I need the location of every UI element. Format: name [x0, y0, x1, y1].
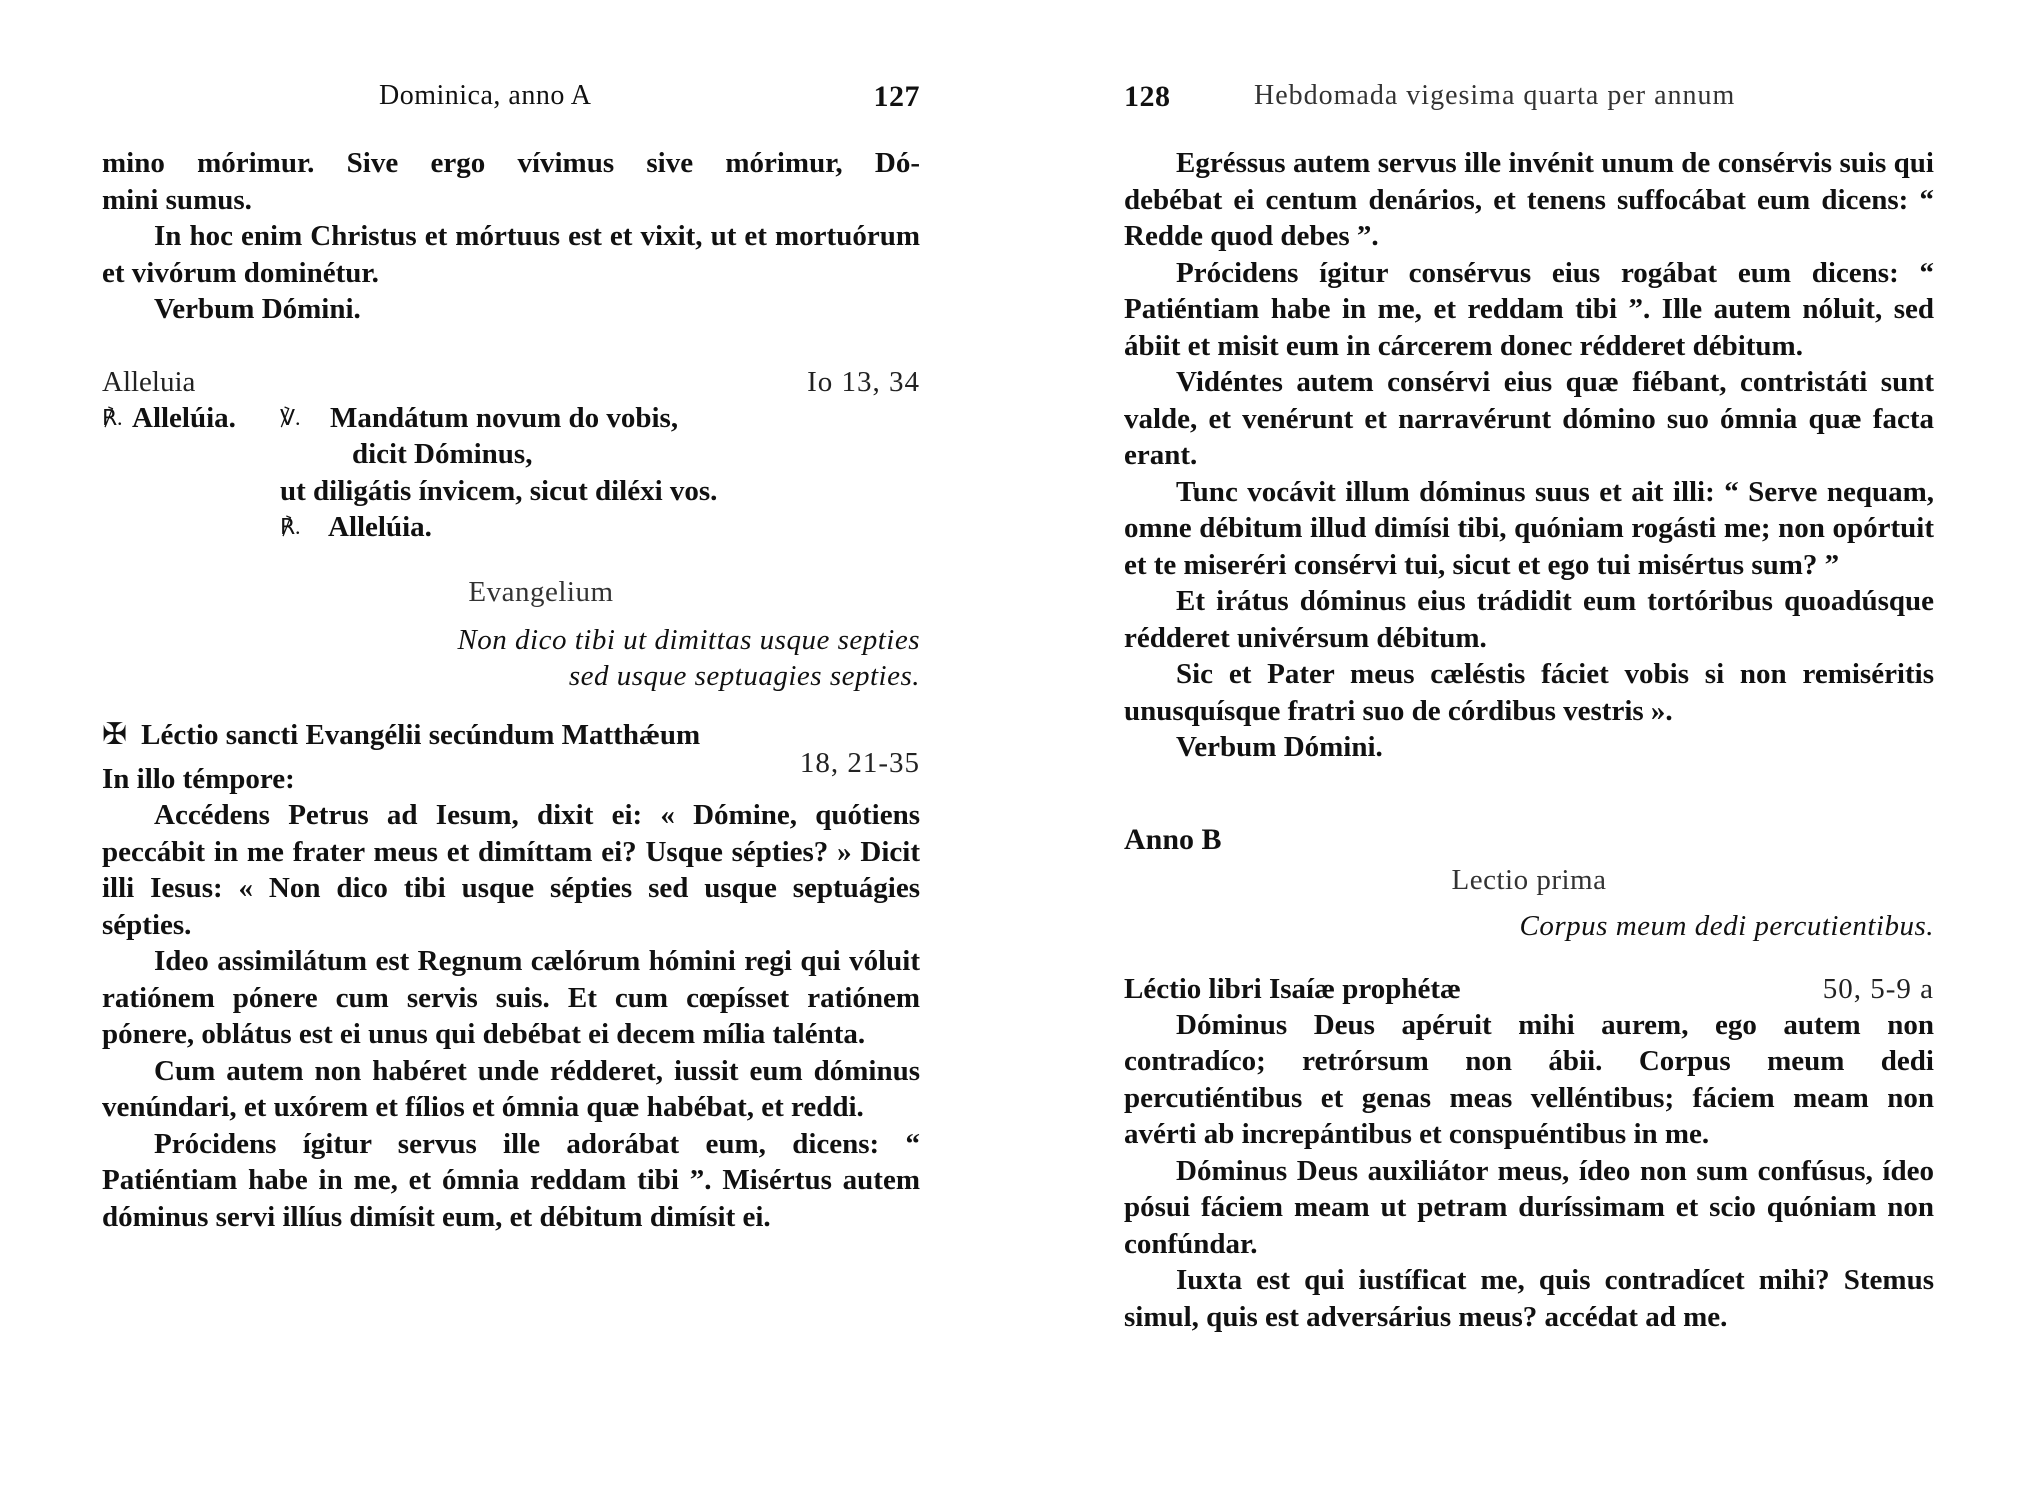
intro-line-2: mini sumus.	[102, 183, 252, 216]
right-running-head	[1124, 80, 1934, 120]
cross-icon: ✠	[102, 717, 128, 751]
anno-b-heading: Anno B	[1124, 822, 1222, 856]
evangelium-subtitle-1: Non dico tibi ut dimittas usque septies	[457, 623, 920, 656]
gospel-lectio-line	[102, 717, 920, 754]
verse-line-2: dicit Dóminus,	[352, 438, 533, 470]
gospel-continued-paragraph-6: Sic et Pater meus cæléstis fáciet vobis si non remiséritis unusquísque fratri suo de córdibus vestris ».	[1124, 658, 1934, 727]
lectio-prima-title: Lectio prima	[1451, 864, 1607, 896]
verse-line-1: Mandátum novum do vobis,	[330, 401, 679, 434]
isaiah-paragraph-3: Iuxta est qui iustíficat me, quis contradícet mihi? Stemus simul, quis est adversárius meus? accédat ad me.	[1124, 1264, 1934, 1333]
gospel-continued-paragraph-4: Tunc vocávit illum dóminus suus et ait illi: “ Serve nequam, omne débitum illud dimísi tibi, quóniam rogásti me; non opórtuit et te miseréri consérvi tui, sicut et ego tui misértus sum? ”	[1124, 475, 1934, 581]
verse-line-3: ut diligátis ínvicem, sicut diléxi vos.	[280, 474, 718, 507]
intro-paragraph: In hoc enim Christus et mórtuus est et vixit, ut et mortuórum et vivórum dominétur.	[102, 220, 920, 289]
gospel-paragraph-3: Cum autem non habéret unde rédderet, iussit eum dóminus venúndari, et uxórem et fílios et ómnia quæ habébat, et reddi.	[102, 1054, 920, 1123]
alleluia-heading	[102, 364, 920, 400]
right-body	[1124, 145, 1934, 1335]
evangelium-title: Evangelium	[468, 575, 614, 608]
gospel-continued-paragraph-3: Vidéntes autem consérvi eius quæ fiébant, contristáti sunt valde, et venérunt et narravérunt dómino suo ómnia quæ facta erant.	[1124, 366, 1934, 471]
alleluia-response: Allelúia.	[132, 401, 236, 434]
lectio-prima-subtitle: Corpus meum dedi percutientibus.	[1519, 910, 1934, 942]
isaiah-heading	[1124, 971, 1934, 1007]
right-running-title: Hebdomada vigesima quarta per annum	[1254, 80, 1736, 111]
response-symbol: ℟.	[102, 404, 123, 430]
left-running-title: Dominica, anno A	[379, 80, 592, 111]
gospel-paragraph-4: Prócidens ígitur servus ille adorábat eum, dicens: “ Patiéntiam habe in me, et ómnia reddam tibi ”. Misértus autem dóminus servi illíus dimísit eum, et débitum dimísit ei.	[102, 1127, 920, 1233]
verse-line-4: Allelúia.	[328, 511, 432, 543]
verbum-domini-right: Verbum Dómini.	[1176, 731, 1383, 763]
response-symbol-2: ℟.	[280, 514, 301, 539]
intro-line-1: mino mórimur. Sive ergo vívimus sive mórimur, Dó-	[102, 147, 920, 179]
isaiah-lectio-title: Léctio libri Isaíæ prophétæ	[1124, 972, 1461, 1005]
gospel-continued-paragraph-5: Et irátus dóminus eius trádidit eum tortóribus quoadúsque rédderet univérsum débitum.	[1124, 585, 1934, 654]
left-page-number: 127	[873, 80, 920, 113]
gospel-lectio-title: Léctio sancti Evangélii secúndum Matthǽum	[141, 718, 701, 751]
alleluia-label: Alleluia	[102, 365, 196, 398]
verbum-domini-left: Verbum Dómini.	[154, 293, 361, 325]
isaiah-reference: 50, 5-9 a	[1822, 972, 1934, 1005]
gospel-paragraph-1: Accédens Petrus ad Iesum, dixit ei: « Dómine, quótiens peccábit in me frater meus et dimíttam ei? Usque sépties? » Dicit illi Iesus: « Non dico tibi usque sépties sed usque septuágies sépties.	[102, 799, 920, 941]
evangelium-subtitle-2: sed usque septuagies septies.	[568, 660, 920, 692]
left-body	[102, 145, 920, 1235]
versicle-symbol: ℣.	[280, 404, 301, 430]
gospel-continued-paragraph-1: Egréssus autem servus ille invénit unum de consérvis suis qui debébat ei centum denários, et tenens suffocábat eum dicens: “ Redde quod debes ”.	[1124, 147, 1934, 252]
isaiah-paragraph-1: Dóminus Deus apéruit mihi aurem, ego autem non contradíco; retrórsum non ábii. Corpus meum dedi percutiéntibus et genas meas velléntibus; fáciem meam non avérti ab increpántibus et conspuéntibus in me.	[1124, 1008, 1934, 1150]
right-page-number: 128	[1124, 80, 1171, 113]
in-illo-tempore: In illo témpore:	[102, 763, 295, 795]
isaiah-paragraph-2: Dóminus Deus auxiliátor meus, ídeo non sum confúsus, ídeo pósui fáciem meam ut petram duríssimam et scio quóniam non confúndar.	[1124, 1154, 1934, 1260]
gospel-continued-paragraph-2: Prócidens ígitur consérvus eius rogábat eum dicens: “ Patiéntiam habe in me, et reddam tibi ”. Ille autem nóluit, sed ábiit et misit eum in cárcerem donec rédderet débitum.	[1124, 256, 1934, 362]
gospel-intro-row	[102, 747, 920, 797]
left-running-head	[102, 80, 920, 120]
alleluia-reference: Io 13, 34	[807, 365, 920, 398]
gospel-reference: 18, 21-35	[799, 747, 920, 779]
gospel-paragraph-2: Ideo assimilátum est Regnum cælórum hómini regi qui vóluit ratiónem pónere cum servis suis. Et cum cœpísset ratiónem pónere, oblátus est ei unus qui debébat ei decem mília talénta.	[102, 945, 920, 1050]
alleluia-verse	[102, 400, 920, 546]
